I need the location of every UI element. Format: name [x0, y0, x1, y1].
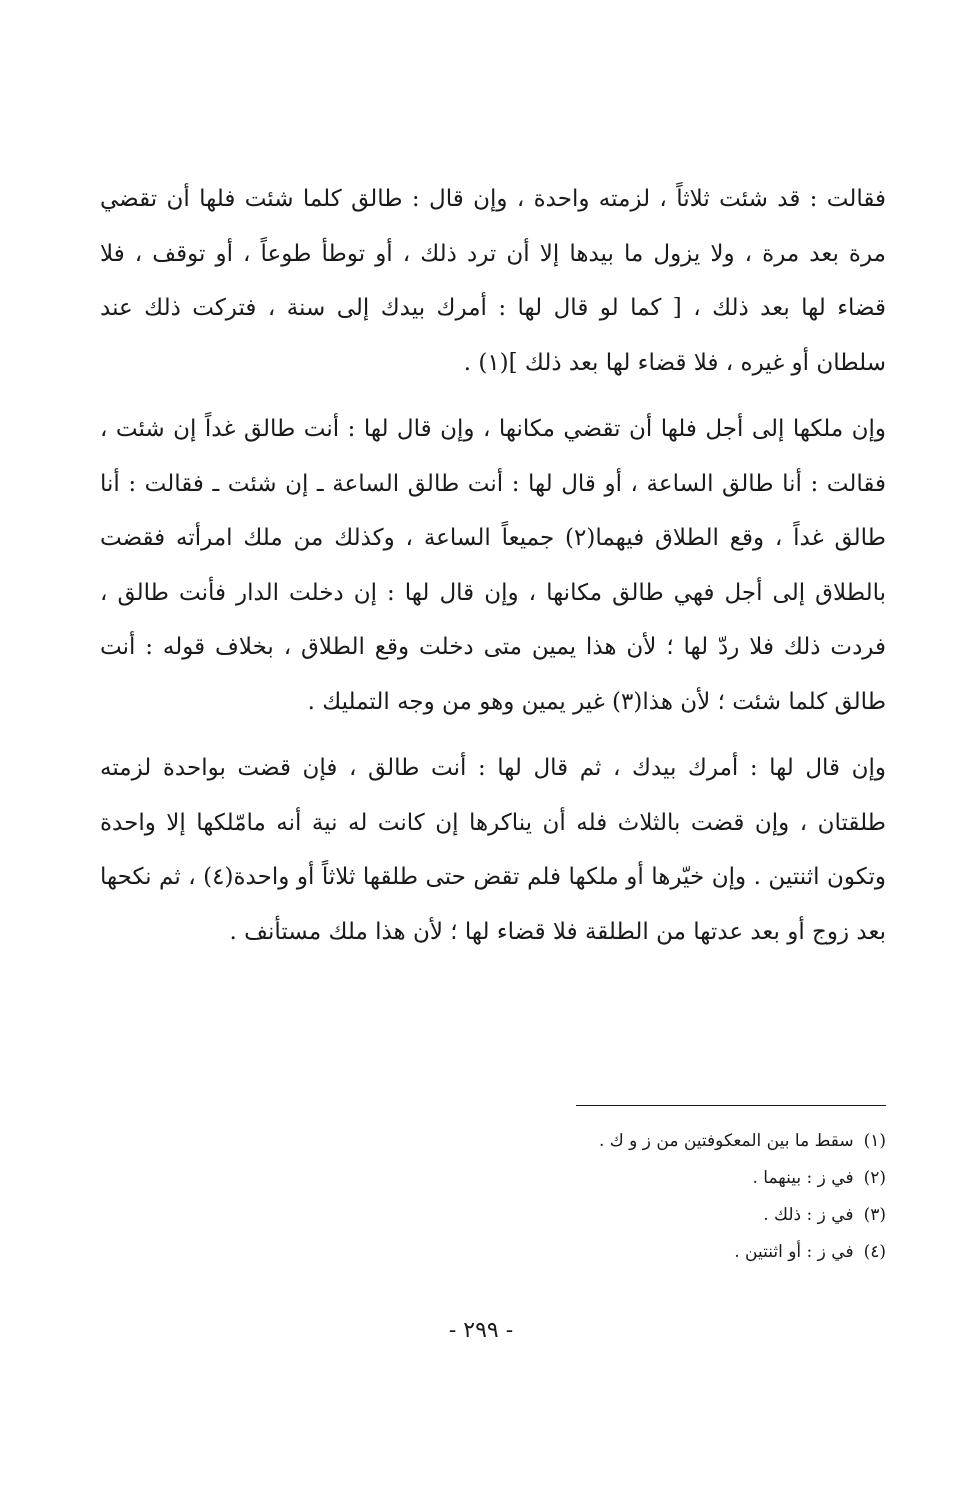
footnote-number: (٣) [863, 1205, 886, 1225]
footnote-item [386, 1160, 886, 1197]
footnote-text: سقط ما بين المعكوفتين من ز و ك . [598, 1131, 854, 1151]
footnote-number: (٤) [863, 1242, 886, 1262]
page-number: - ٢٩٩ - [448, 1318, 514, 1343]
footnotes [386, 1123, 886, 1271]
footnote-divider [576, 1105, 886, 1106]
paragraph: وإن ملكها إلى أجل فلها أن تقضي مكانها ، وإن قال لها : أنت طالق غداً إن شئت ، فقالت : أنا طالق الساعة ، أو قال لها : أنت طالق الساعة ـ إن شئت ـ فقالت : أنا طالق غداً ، وقع الطلاق فيهما(٢) جميعاً الساعة ، وكذلك من ملك امرأته فقضت بالطلاق إلى أجل فهي طالق مكانها ، وإن قال لها : إن دخلت الدار فأنت طالق ، فردت ذلك فلا ردّ لها ؛ لأن هذا يمين متى دخلت وقع الطلاق ، بخلاف قوله : أنت طالق كلما شئت ؛ لأن هذا(٣) غير يمين وهو من وجه التمليك . [100, 416, 886, 715]
footnote-number: (٢) [863, 1168, 886, 1188]
footnote-text: في ز : أو اثنتين . [734, 1242, 854, 1262]
footnote-number: (١) [863, 1131, 886, 1151]
footnote-item [386, 1123, 886, 1160]
footnote-item [386, 1234, 886, 1271]
main-text [100, 172, 886, 959]
paragraph: وإن قال لها : أمرك بيدك ، ثم قال لها : أنت طالق ، فإن قضت بواحدة لزمته طلقتان ، وإن قضت بالثلاث فله أن يناكرها إن كانت له نية أنه مامّلكها إلا واحدة وتكون اثنتين . وإن خيّرها أو ملكها فلم تقض حتى طلقها ثلاثاً أو واحدة(٤) ، ثم نكحها بعد زوج أو بعد عدتها من الطلقة فلا قضاء لها ؛ لأن هذا ملك مستأنف . [100, 755, 886, 945]
footnote-text: في ز : بينهما . [752, 1168, 854, 1188]
footnote-item [386, 1197, 886, 1234]
footnote-text: في ز : ذلك . [763, 1205, 854, 1225]
paragraph: فقالت : قد شئت ثلاثاً ، لزمته واحدة ، وإن قال : طالق كلما شئت فلها أن تقضي مرة بعد مرة ، ولا يزول ما بيدها إلا أن ترد ذلك ، أو توطأ طوعاً ، أو توقف ، فلا قضاء لها بعد ذلك ، [ كما لو قال لها : أمرك بيدك إلى سنة ، فتركت ذلك عند سلطان أو غيره ، فلا قضاء لها بعد ذلك ](١) . [100, 186, 886, 376]
